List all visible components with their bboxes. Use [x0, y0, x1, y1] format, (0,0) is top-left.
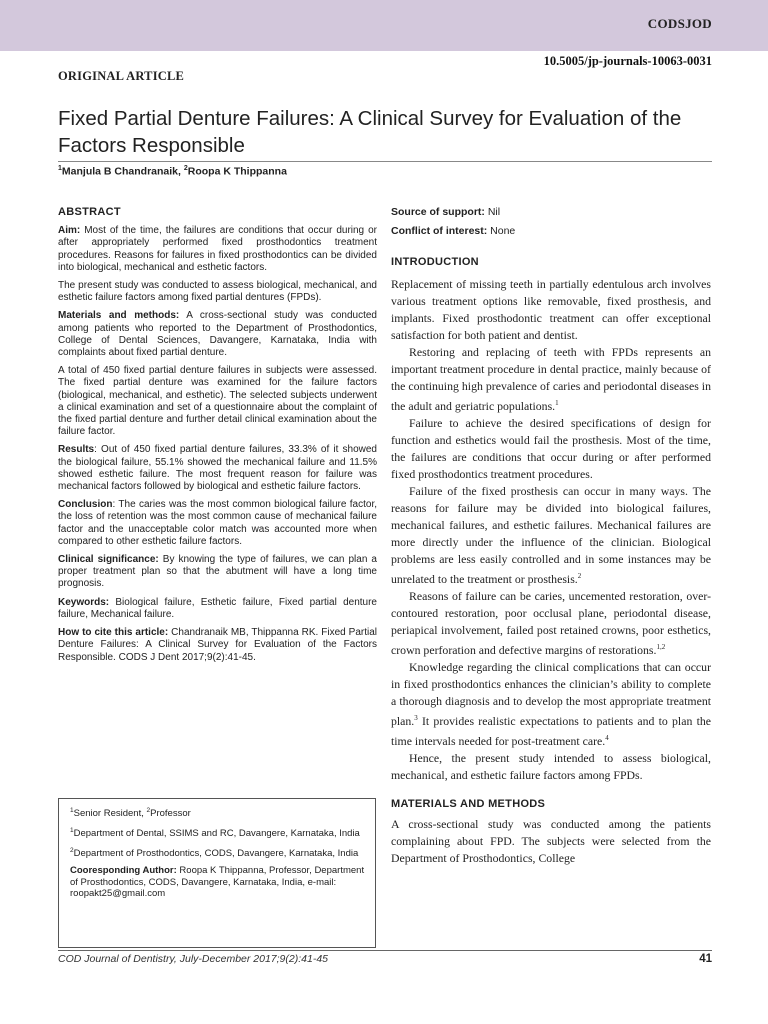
- abstract-methods: [58, 310, 377, 359]
- intro-paragraph-2: [391, 344, 711, 415]
- abstract-purpose: The present study was conducted to assess biological, mechanical, and esthetic failure factors among fixed partial dentures (FPDs).: [58, 280, 377, 304]
- results-text: : Out of 450 fixed partial denture failures, 33.3% of it showed the biological failure, 55.1% showed the mechanical failure and 11.5% showed esthetic failure. The most frequent reason for failure was mechanical factors followed by biological and esthetic failure factors.: [58, 444, 377, 493]
- affiliation-1-text: Department of Dental, SSIMS and RC, Davangere, Karnataka, India: [73, 828, 360, 840]
- intro-p6a-ref[interactable]: 3: [414, 713, 418, 722]
- intro-p6b-ref[interactable]: 4: [605, 733, 609, 742]
- intro-p4-ref[interactable]: 2: [577, 571, 582, 580]
- abstract-citation: [58, 627, 377, 664]
- affiliation-2: [70, 845, 365, 860]
- abstract-sample: A total of 450 fixed partial denture failures in subjects were assessed. The fixed partial denture was examined for the failure factors (biological, mechanical, and esthetic). The selected subjects underwent a clinical examination and set of a questionnaire about the complaint of the fixed partial denture and further detail clinical examination about the failure factor.: [58, 365, 377, 438]
- source-value: Nil: [484, 206, 501, 218]
- role-1-sup: 1: [70, 807, 74, 814]
- affiliation-2-sup: 2: [70, 846, 74, 854]
- introduction-heading: INTRODUCTION: [391, 256, 479, 268]
- keywords-text: Biological failure, Esthetic failure, Fixed partial denture failure, Mechanical failure.: [58, 596, 377, 620]
- methods-text: A cross-sectional study was conducted among patients who reported to the Department of Prosthodontics, College of Dental Sciences, Davangere, Karnataka, India with complaints about fixed partial denture.: [58, 310, 377, 359]
- significance-label: Clinical significance:: [58, 554, 159, 566]
- article-title: Fixed Partial Denture Failures: A Clinical Survey for Evaluation of the Factors Responsible: [58, 107, 682, 157]
- authors-divider: [58, 161, 712, 162]
- intro-paragraph-6: [391, 659, 711, 750]
- author-1-name: Manjula B Chandranaik,: [61, 165, 184, 178]
- conclusion-text: : The caries was the most common biological failure factor, the loss of retention was the most common cause of mechanical failure factor and the unacceptable color match was accounted more when compared to other esthetic failure factors.: [58, 499, 377, 547]
- footer-divider: [58, 950, 712, 951]
- introduction-body: [391, 276, 711, 784]
- methods-heading: MATERIALS AND METHODS: [391, 797, 546, 810]
- methods-paragraph-1: A cross-sectional study was conducted among the patients complaining about FPD. The subjects were selected from the Department of Prosthodontics, College: [391, 816, 711, 865]
- intro-p4-text: Failure of the fixed prosthesis can occur in many ways. The reasons for failure may be divided into biological failures, mechanical failures, and esthetic failures. Mechanical failures are more directly under the influence of the clinician. Biological problems are less easily controlled and in some instances may be unrelated to the treatment or prosthesis.: [391, 483, 711, 586]
- doi[interactable]: 10.5005/jp-journals-10063-0031: [543, 54, 712, 68]
- significance-text: By knowing the type of failures, we can plan a proper treatment plan so that the abutment will have a long time prognosis.: [58, 554, 377, 590]
- abstract-significance: [58, 554, 377, 591]
- keywords-label: Keywords:: [58, 596, 110, 608]
- corr-text: Roopa K Thippanna, Professor, Department of Prosthodontics, CODS, Davangere, Karnataka, India, e-mail: roopakt25@gmail.com: [70, 864, 365, 900]
- conflict-value: None: [487, 225, 516, 237]
- abstract-conclusion: [58, 499, 377, 548]
- journal-code: CODSJOD: [647, 16, 712, 31]
- abstract-column: [58, 206, 377, 670]
- intro-p5-text: Reasons of failure can be caries, uncemented restoration, over-contoured restoration, poor occlusal plane, periodontal disease, periapical involvement, failed post retained crowns, poor esthetics, crown perforation and defective margins of restorations.: [391, 588, 711, 657]
- authors: [58, 165, 287, 178]
- abstract-keywords: [58, 597, 377, 621]
- body-column: [391, 206, 711, 867]
- intro-paragraph-5: [391, 588, 711, 659]
- intro-p5-ref[interactable]: 1,2: [656, 642, 666, 651]
- role-2-text: Professor: [150, 808, 191, 820]
- affiliations-box: [58, 798, 376, 948]
- aim-text: Most of the time, the failures are conditions that occur during or after appropriately performed fixed prosthodontics treatment procedures. Reasons for failures in fixed prosthodontics can be divided into biological, mechanical and esthetic factors.: [58, 225, 377, 273]
- cite-label: How to cite this article:: [58, 627, 169, 639]
- intro-paragraph-7: Hence, the present study intended to assess biological, mechanical, and esthetic failure factors among FPDs.: [391, 750, 711, 782]
- conflict-label: Conflict of interest:: [391, 225, 488, 237]
- intro-p2-ref[interactable]: 1: [555, 399, 559, 407]
- abstract-heading: ABSTRACT: [58, 206, 121, 218]
- intro-paragraph-4: [391, 483, 711, 588]
- intro-paragraph-1: Replacement of missing teeth in partially edentulous arch involves various treatment options like removable, fixed prosthesis, and implants. Fixed prosthodontic treatment can offer exceptional satisfaction for both patient and dentist.: [391, 277, 711, 342]
- article-type: ORIGINAL ARTICLE: [58, 69, 185, 83]
- corr-label: Cooresponding Author:: [70, 864, 177, 876]
- footer-journal: COD Journal of Dentistry, July-December 2017;9(2):41-45: [58, 953, 329, 965]
- conclusion-label: Conclusion: [58, 499, 113, 511]
- methods-label: Materials and methods:: [58, 310, 180, 322]
- abstract-aim: [58, 225, 377, 274]
- corresponding-author: [70, 865, 365, 900]
- affiliation-2-text: Department of Prosthodontics, CODS, Davangere, Karnataka, India: [73, 848, 359, 860]
- role-2-sup: 2: [146, 807, 151, 814]
- conflict-of-interest: [391, 225, 711, 238]
- intro-p2-text: Restoring and replacing of teeth with FPDs represents an important treatment procedure in dental practice, mainly because of the continuing high prevalence of caries and periodontal diseases in the adult and geriatric populations.: [391, 345, 711, 413]
- page-number: 41: [699, 953, 712, 965]
- author-roles: [70, 805, 365, 820]
- results-label: Results: [58, 444, 95, 456]
- cite-text: Chandranaik MB, Thippanna RK. Fixed Partial Denture Failures: A Clinical Survey for Evaluation of the Factors Responsible. CODS J Dent 2017;9(2):41-45.: [58, 627, 378, 663]
- source-of-support: [391, 206, 711, 219]
- intro-p6a-text: Knowledge regarding the clinical complications that can occur in fixed prosthodontics enhances the clinician’s ability to complete a thorough diagnosis and to develop the most appropriate treatment plan.: [391, 659, 711, 728]
- author-1-sup: 1: [58, 165, 62, 172]
- abstract-results: [58, 444, 377, 493]
- intro-paragraph-3: Failure to achieve the desired specifications of design for function and esthetics would fail the prosthesis. Most of the time, the failures are conditions that occur during or after performed fixed prosthodontics treatment procedures.: [391, 415, 711, 481]
- author-2-sup: 2: [183, 165, 188, 172]
- source-label: Source of support:: [391, 206, 485, 218]
- intro-p6b-text: It provides realistic expectations to patients and to plan the time intervals needed for post-treatment care.: [391, 713, 711, 748]
- aim-label: Aim:: [58, 225, 81, 237]
- methods-body: [391, 816, 711, 867]
- author-2-name: Roopa K Thippanna: [187, 165, 287, 178]
- affiliation-1: [70, 825, 365, 840]
- affiliation-1-sup: 1: [70, 826, 74, 834]
- role-1-text: Senior Resident,: [73, 808, 147, 820]
